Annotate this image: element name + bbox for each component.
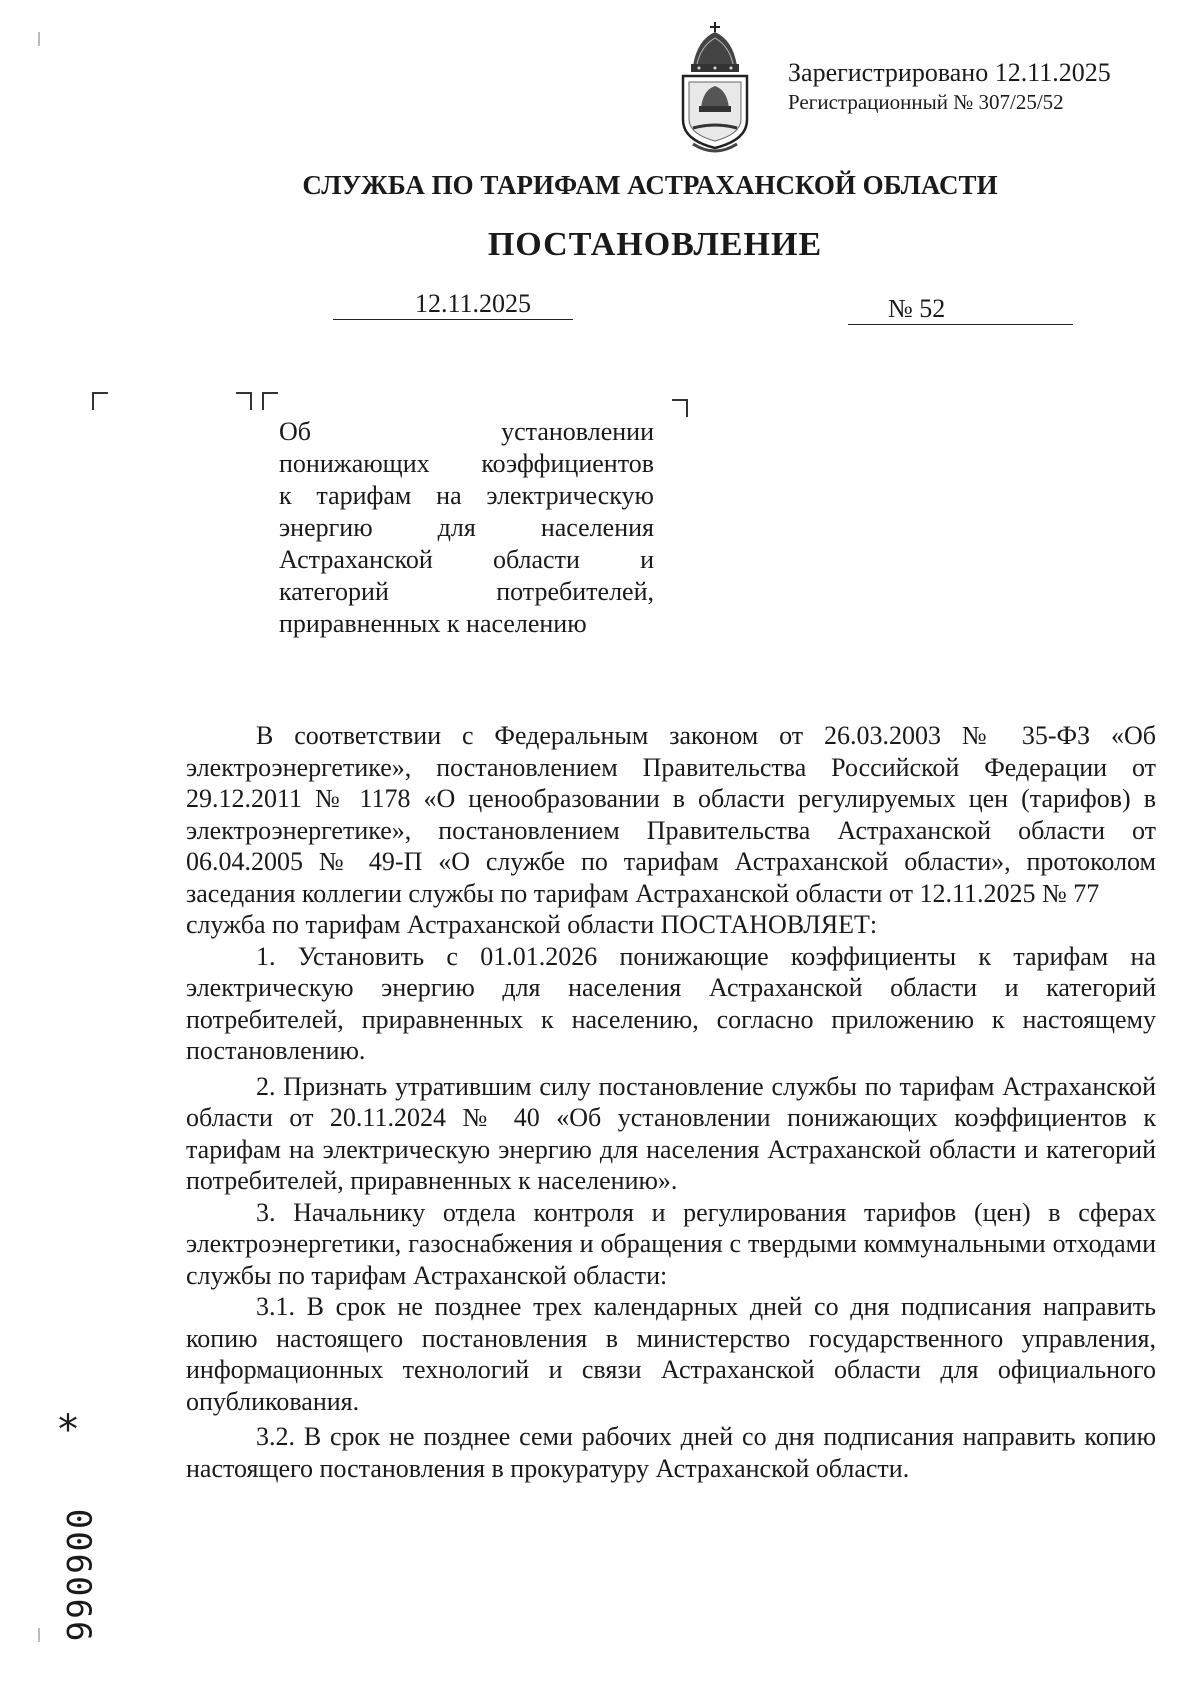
coat-of-arms-icon	[675, 20, 755, 158]
corner-mark	[236, 392, 252, 410]
title-word: электрическую	[486, 481, 654, 510]
registration-number: Регистрационный № 307/25/52	[788, 90, 1064, 114]
side-document-code: 006066	[58, 1508, 98, 1644]
title-line	[279, 416, 654, 448]
registration-stamp	[788, 58, 1148, 116]
title-line	[279, 608, 654, 640]
corner-mark	[92, 392, 108, 410]
document-number-value: № 52	[888, 294, 946, 323]
document-number	[848, 294, 1073, 325]
title-word: энергию	[279, 513, 373, 542]
title-word: коэффициентов	[481, 449, 654, 478]
title-word: Об	[279, 417, 312, 446]
title-word: понижающих	[279, 449, 430, 478]
resolution-line: служба по тарифам Астраханской области ПОСТАНОВЛЯЕТ:	[186, 910, 878, 939]
title-word: категорий	[279, 577, 389, 606]
side-asterisk: *	[58, 1407, 78, 1453]
document-body	[186, 720, 1156, 1484]
title-word: и	[640, 545, 654, 574]
document-title	[279, 416, 654, 640]
agency-name: СЛУЖБА ПО ТАРИФАМ АСТРАХАНСКОЙ ОБЛАСТИ	[302, 170, 998, 200]
registration-date: Зарегистрировано 12.11.2025	[788, 58, 1111, 87]
title-word: для	[437, 513, 476, 542]
corner-mark	[262, 392, 278, 410]
title-word: тарифам	[316, 481, 412, 510]
title-word: потребителей,	[496, 577, 654, 606]
item-3-2: 3.2. В срок не позднее семи рабочих дней со дня подписания направить копию настоящего постановления в прокуратуру Астраханской области.	[186, 1422, 1156, 1483]
document-date-value: 12.11.2025	[414, 289, 532, 318]
item-2: 2. Признать утратившим силу постановление службы по тарифам Астраханской области от 20.11.2024 № 40 «Об установлении понижающих коэффициентов к тарифам на электрическую энергию для населения Астраханской области и категорий потребителей, приравненных к населению».	[186, 1071, 1156, 1195]
title-word: на	[436, 481, 462, 510]
title-line	[279, 544, 654, 576]
title-line	[279, 448, 654, 480]
title-line	[279, 512, 654, 544]
document-date	[333, 289, 573, 320]
scan-mark	[38, 1628, 40, 1642]
item-3-1: 3.1. В срок не позднее трех календарных дней со дня подписания направить копию настоящего постановления в министерство государственного управления, информационных технологий и связи Астраханской области для официального опубликования.	[186, 1292, 1156, 1416]
corner-mark	[672, 399, 688, 417]
preamble-paragraph: В соответствии с Федеральным законом от 26.03.2003 № 35-ФЗ «Об электроэнергетике», постановлением Правительства Российской Федерации от 29.12.2011 № 1178 «О ценообразовании в области регулируемых цен (тарифов) в электроэнергетике», постановлением Правительства Астраханской области от 06.04.2005 № 49-П «О службе по тарифам Астраханской области», протоколом заседания коллегии службы по тарифам Астраханской области от 12.11.2025 № 77	[186, 721, 1156, 908]
title-line	[279, 576, 654, 608]
title-word: населения	[540, 513, 654, 542]
item-3: 3. Начальнику отдела контроля и регулирования тарифов (цен) в сферах электроэнергетики, газоснабжения и обращения с твердыми коммунальными отходами службы по тарифам Астраханской области:	[186, 1197, 1156, 1290]
scan-mark	[38, 32, 40, 46]
title-word: установлении	[501, 417, 654, 446]
title-word: к	[279, 481, 292, 510]
title-word: области	[492, 545, 580, 574]
document-type: ПОСТАНОВЛЕНИЕ	[487, 226, 823, 263]
item-1: 1. Установить с 01.01.2026 понижающие коэффициенты к тарифам на электрическую энергию для населения Астраханской области и категорий потребителей, приравненных к населению, согласно приложению к настоящему постановлению.	[186, 941, 1156, 1065]
title-line	[279, 480, 654, 512]
title-word: приравненных к населению	[279, 609, 587, 638]
title-word: Астраханской	[279, 545, 433, 574]
